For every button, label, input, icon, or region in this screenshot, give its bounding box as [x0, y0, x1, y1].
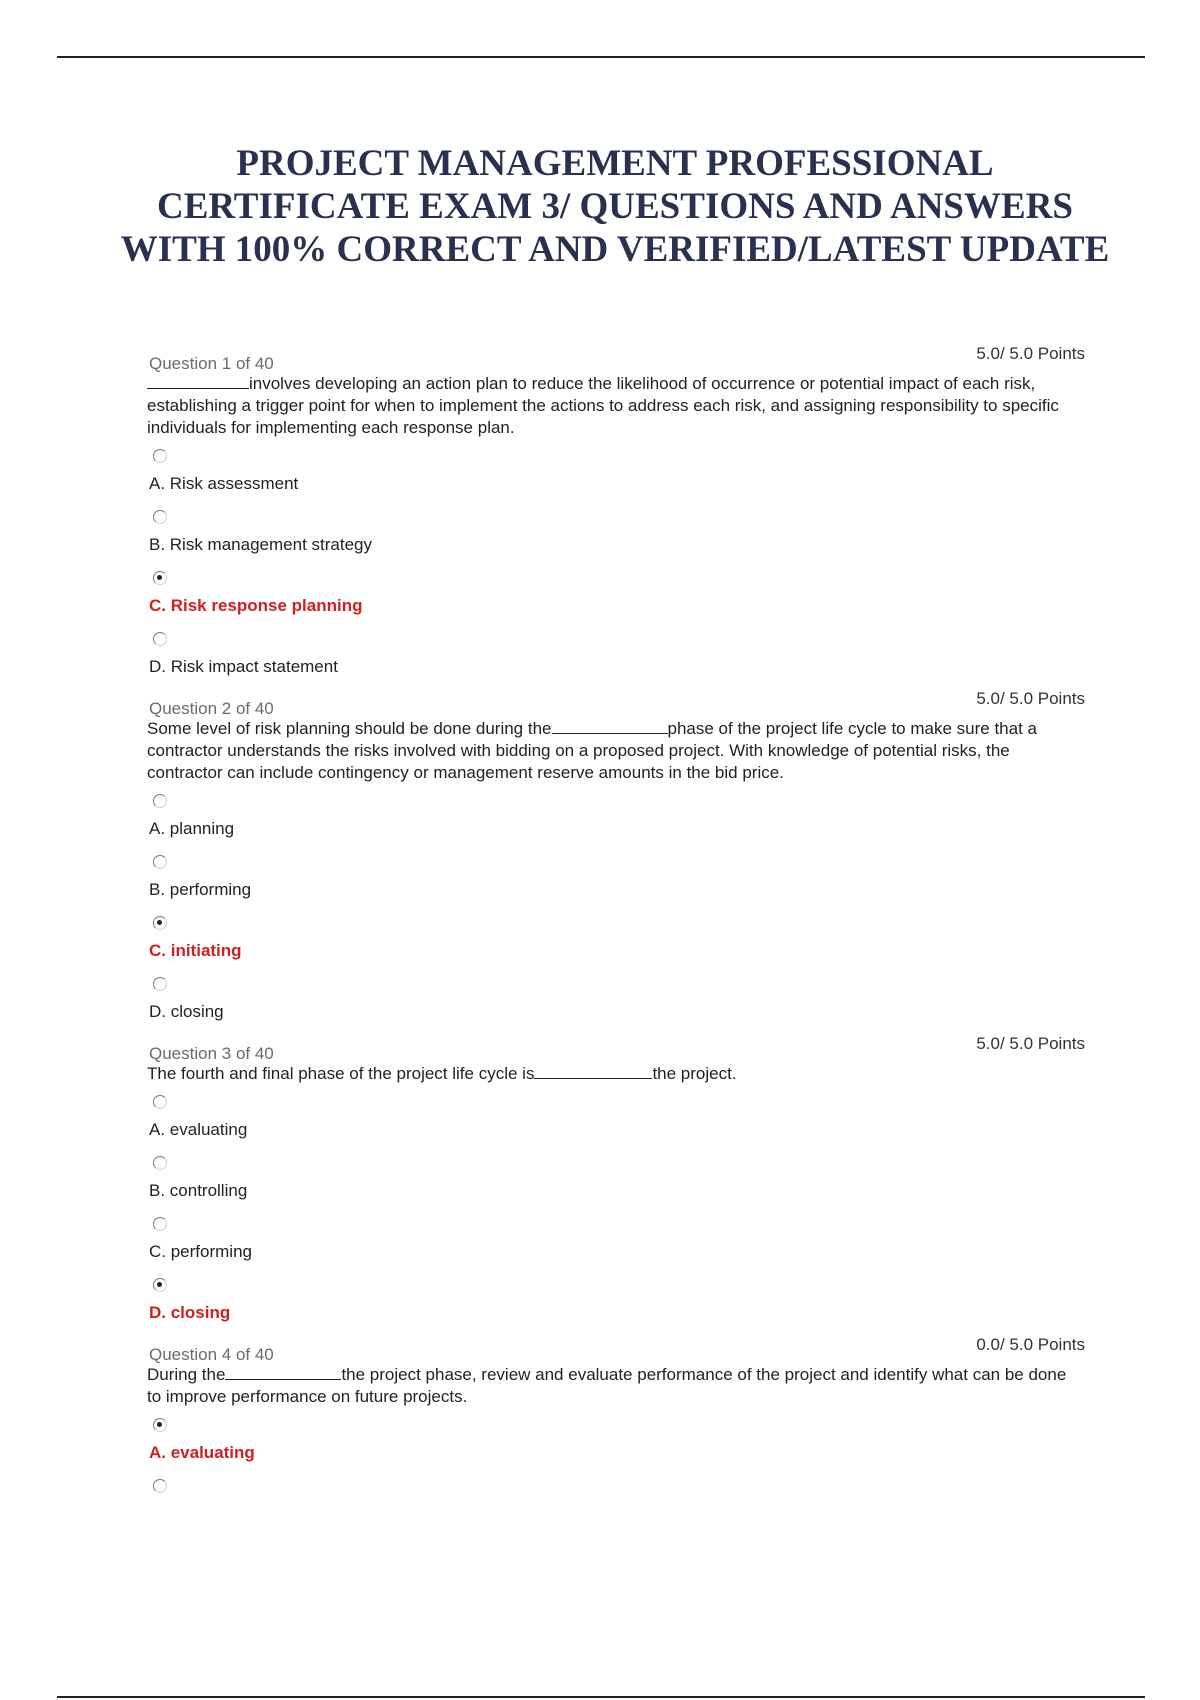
option-b[interactable] — [147, 1479, 1085, 1493]
option-d[interactable] — [147, 1278, 1085, 1324]
correct-option-label: C. Risk response planning — [149, 596, 363, 615]
radio-button[interactable] — [153, 1095, 167, 1109]
radio-button-selected[interactable] — [153, 571, 167, 585]
question-1 — [147, 344, 1085, 678]
option-b[interactable] — [147, 1156, 1085, 1202]
answer-blank — [552, 718, 668, 734]
option-label: B. Risk management strategy — [149, 535, 372, 554]
radio-button-selected[interactable] — [153, 916, 167, 930]
radio-button[interactable] — [153, 1217, 167, 1231]
option-a[interactable] — [147, 1418, 1085, 1464]
question-number: Question 1 of 40 — [149, 354, 274, 373]
question-4 — [147, 1335, 1085, 1493]
question-text: The fourth and final phase of the project life cycle is the project. — [147, 1064, 737, 1083]
question-points: 5.0/ 5.0 Points — [976, 689, 1085, 708]
question-2 — [147, 689, 1085, 1023]
correct-option-label: C. initiating — [149, 941, 242, 960]
option-c[interactable] — [147, 1217, 1085, 1263]
radio-button[interactable] — [153, 855, 167, 869]
correct-option-label: A. evaluating — [149, 1443, 255, 1462]
option-c[interactable] — [147, 571, 1085, 617]
option-b[interactable] — [147, 855, 1085, 901]
question-number: Question 3 of 40 — [149, 1044, 274, 1063]
question-points: 0.0/ 5.0 Points — [976, 1335, 1085, 1354]
option-label: C. performing — [149, 1242, 252, 1261]
question-text: involves developing an action plan to reduce the likelihood of occurrence or potential impact of each risk, establishing a trigger point for when to implement the actions to address each risk, and assigning responsibility to specific individuals for implementing each response plan. — [147, 374, 1059, 437]
question-list — [147, 344, 1085, 1510]
option-a[interactable] — [147, 794, 1085, 840]
option-label: A. Risk assessment — [149, 474, 299, 493]
option-label: D. Risk impact statement — [149, 657, 338, 676]
answer-blank — [534, 1063, 652, 1079]
answer-options — [147, 1095, 1085, 1324]
option-label: B. performing — [149, 880, 252, 899]
answer-options — [147, 449, 1085, 678]
question-points: 5.0/ 5.0 Points — [976, 344, 1085, 363]
radio-button[interactable] — [153, 1156, 167, 1170]
option-a[interactable] — [147, 449, 1085, 495]
radio-button-selected[interactable] — [153, 1418, 167, 1432]
bottom-rule — [57, 1696, 1145, 1698]
radio-button[interactable] — [153, 794, 167, 808]
question-number: Question 2 of 40 — [149, 699, 274, 718]
radio-button[interactable] — [153, 977, 167, 991]
radio-button[interactable] — [153, 1479, 167, 1493]
question-points: 5.0/ 5.0 Points — [976, 1034, 1085, 1053]
option-label: D. closing — [149, 1002, 224, 1021]
top-rule — [57, 56, 1145, 58]
option-label: B. controlling — [149, 1181, 248, 1200]
option-label: A. planning — [149, 819, 235, 838]
option-c[interactable] — [147, 916, 1085, 962]
answer-blank — [147, 373, 249, 389]
radio-button-selected[interactable] — [153, 1278, 167, 1292]
question-number: Question 4 of 40 — [149, 1345, 274, 1364]
option-a[interactable] — [147, 1095, 1085, 1141]
answer-options — [147, 1418, 1085, 1493]
radio-button[interactable] — [153, 510, 167, 524]
document-title: PROJECT MANAGEMENT PROFESSIONAL CERTIFICATE EXAM 3/ QUESTIONS AND ANSWERS WITH 100% CORRECT AND VERIFIED/LATEST UPDATE — [120, 143, 1110, 270]
radio-button[interactable] — [153, 449, 167, 463]
correct-option-label: D. closing — [149, 1303, 231, 1322]
question-text: During the the project phase, review and evaluate performance of the project and identify what can be done to improve performance on future projects. — [147, 1365, 1067, 1406]
question-3 — [147, 1034, 1085, 1324]
option-label: A. evaluating — [149, 1120, 248, 1139]
answer-blank — [225, 1364, 341, 1380]
answer-options — [147, 794, 1085, 1023]
option-d[interactable] — [147, 977, 1085, 1023]
question-text: Some level of risk planning should be done during the phase of the project life cycle to make sure that a contractor understands the risks involved with bidding on a proposed project. With knowledge of potential risks, the contractor can include contingency or management reserve amounts in the bid price. — [147, 719, 1037, 782]
option-b[interactable] — [147, 510, 1085, 556]
option-d[interactable] — [147, 632, 1085, 678]
radio-button[interactable] — [153, 632, 167, 646]
